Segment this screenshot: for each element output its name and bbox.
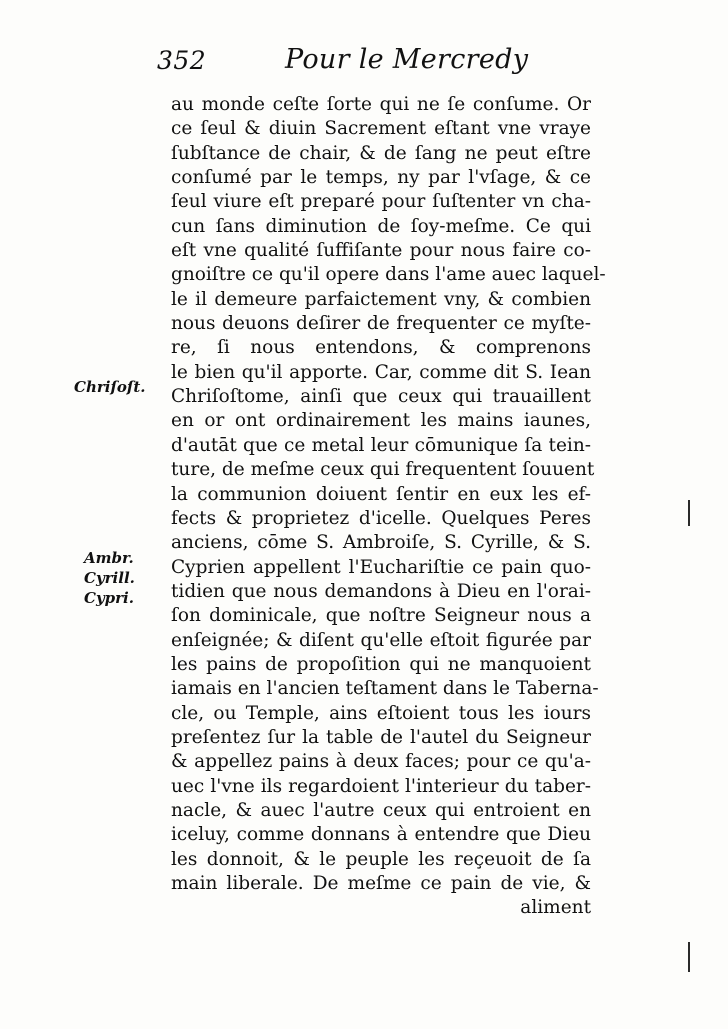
margin-note-cyril: Cyrill. (84, 569, 135, 587)
margin-note-ambrose: Ambr. (84, 549, 134, 567)
text-line: ſeul viure eſt preparé pour ſuſtenter vn cha- (171, 191, 591, 213)
text-line: gnoiſtre ce qu'il opere dans l'ame auec laquel- (171, 264, 606, 286)
text-line: d'autāt que ce metal leur cōmunique ſa tein- (171, 434, 591, 456)
text-line: la communion doiuent ſentir en eux les ef- (171, 483, 591, 505)
text-line: enſeignée; & diſent qu'elle eſtoit figurée par (171, 629, 591, 651)
text-line: le il demeure parfaictement vny, & combien (171, 288, 591, 310)
text-line: ce ſeul & diuin Sacrement eſtant vne vraye (171, 118, 591, 140)
text-line: & appellez pains à deux faces; pour ce qu'a- (171, 751, 591, 773)
running-head (157, 44, 587, 84)
text-line: main liberale. De meſme ce pain de vie, & (171, 873, 591, 894)
page-title: Pour le Mercredy (285, 44, 529, 75)
text-line: nacle, & auec l'autre ceux qui entroient en (171, 799, 591, 821)
text-line: uec l'vne ils regardoient l'interieur du taber- (171, 775, 591, 797)
text-line: preſentez ſur la table de l'autel du Seigneur (171, 726, 591, 748)
text-line: Chriſoſtome, ainſi que ceux qui trauaillent (171, 386, 591, 408)
body-text (171, 93, 606, 921)
text-line: iamais en l'ancien teſtament dans le Taberna- (171, 678, 599, 700)
text-line: anciens, cōme S. Ambroiſe, S. Cyrille, & S. (171, 532, 591, 554)
text-line: nous deuons deſirer de frequenter ce myſte- (171, 313, 591, 335)
text-line: cle, ou Temple, ains eſtoient tous les iours (171, 702, 591, 724)
catchword: aliment (520, 897, 591, 919)
margin-note-chrysostom: Chriſoſt. (74, 378, 146, 396)
text-line: conſumé par le temps, ny par l'vſage, & ce (171, 167, 591, 189)
text-line: ſon dominicale, que noſtre Seigneur nous a (171, 605, 591, 627)
page-edge-mark (688, 500, 690, 526)
page-edge-mark (688, 942, 690, 972)
text-line: eſt vne qualité ſuffiſante pour nous faire co- (171, 240, 591, 262)
text-line: au monde ceſte ſorte qui ne ſe conſume. Or (171, 94, 591, 115)
text-line: en or ont ordinairement les mains iaunes, (171, 410, 591, 432)
text-line: les pains de propoſition qui ne manquoient (171, 653, 591, 675)
text-line: re, ſi nous entendons, & comprenons (171, 337, 591, 359)
margin-note-cyprian: Cypri. (84, 589, 134, 607)
text-line: fects & proprietez d'icelle. Quelques Peres (171, 507, 591, 529)
text-line: ture, de meſme ceux qui frequentent ſouuent (171, 459, 595, 481)
text-line: le bien qu'il apporte. Car, comme dit S. Iean (171, 361, 591, 383)
text-line: iceluy, comme donnans à entendre que Dieu (171, 824, 591, 846)
text-line: cun ſans diminution de ſoy-meſme. Ce qui (171, 215, 591, 237)
text-line: Cyprien appellent l'Euchariſtie ce pain quo- (171, 556, 591, 578)
page-number: 352 (157, 46, 207, 75)
text-line: ſubſtance de chair, & de ſang ne peut eſtre (171, 142, 591, 164)
text-line: les donnoit, & le peuple les reçeuoit de ſa (171, 848, 591, 870)
text-line: tidien que nous demandons à Dieu en l'orai- (171, 580, 591, 602)
